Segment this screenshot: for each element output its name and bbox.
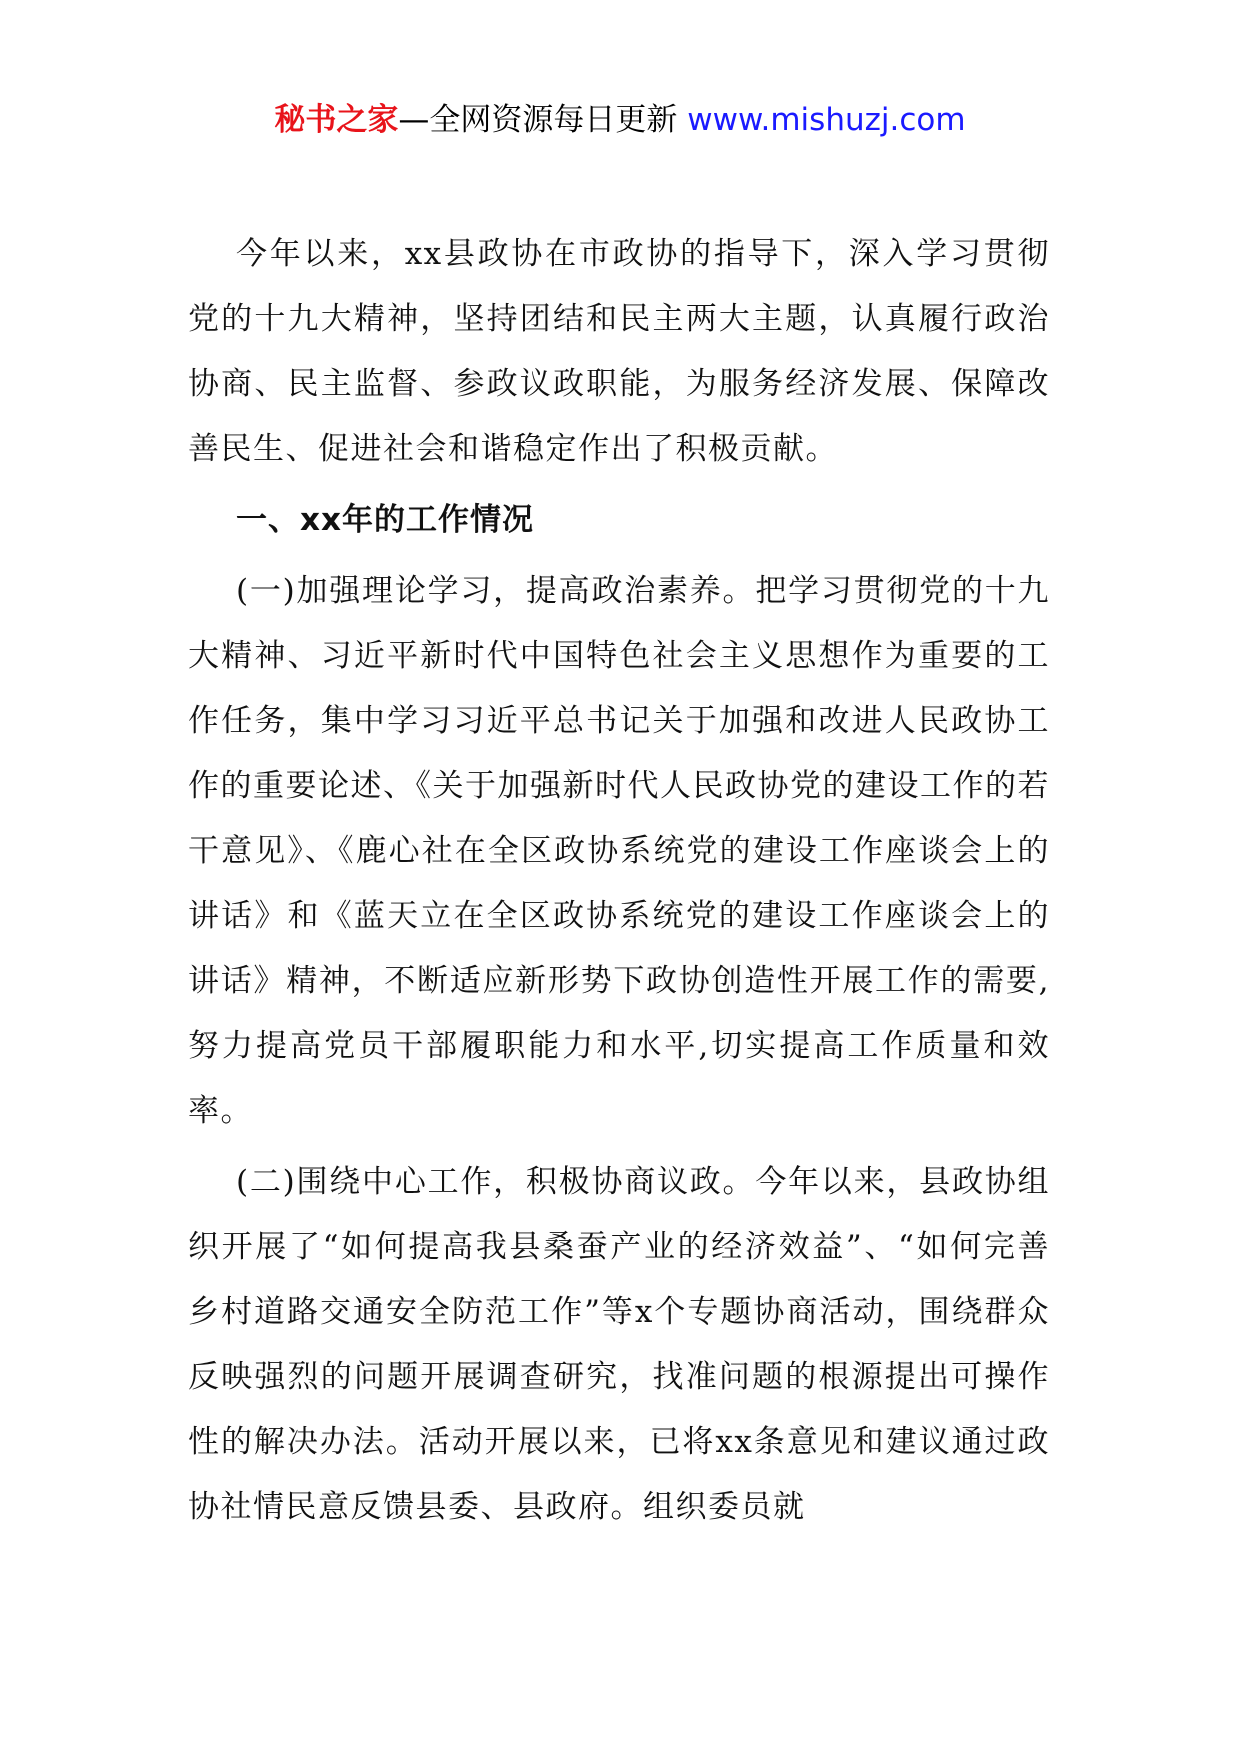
site-tagline: —全网资源每日更新 [398, 102, 688, 138]
intro-paragraph: 今年以来，xx县政协在市政协的指导下，深入学习贯彻党的十九大精神，坚持团结和民主两大主题，认真履行政治协商、民主监督、参政议政职能，为服务经济发展、保障改善民生、促进社会和谐稳定作出了积极贡献。 [188, 236, 1050, 467]
document-body [188, 222, 1050, 1540]
site-brand: 秘书之家 [274, 102, 399, 138]
site-header [0, 100, 1240, 140]
item-paragraph-2: (二)围绕中心工作，积极协商议政。今年以来，县政协组织开展了“如何提高我县桑蚕产业的经济效益”、“如何完善乡村道路交通安全防范工作”等x个专题协商活动，围绕群众反映强烈的问题开展调查研究，找准问题的根源提出可操作性的解决办法。活动开展以来，已将xx条意见和建议通过政协社情民意反馈县委、县政府。组织委员就 [188, 1164, 1050, 1525]
section-heading: 一、xx年的工作情况 [236, 502, 534, 538]
site-url-link[interactable]: www.mishuzj.com [687, 102, 966, 138]
item-paragraph-1: (一)加强理论学习，提高政治素养。把学习贯彻党的十九大精神、习近平新时代中国特色社会主义思想作为重要的工作任务，集中学习习近平总书记关于加强和改进人民政协工作的重要论述、《关于加强新时代人民政协党的建设工作的若干意见》、《鹿心社在全区政协系统党的建设工作座谈会上的讲话》和《蓝天立在全区政协系统党的建设工作座谈会上的讲话》精神，不断适应新形势下政协创造性开展工作的需要,努力提高党员干部履职能力和水平,切实提高工作质量和效率。 [188, 573, 1050, 1129]
